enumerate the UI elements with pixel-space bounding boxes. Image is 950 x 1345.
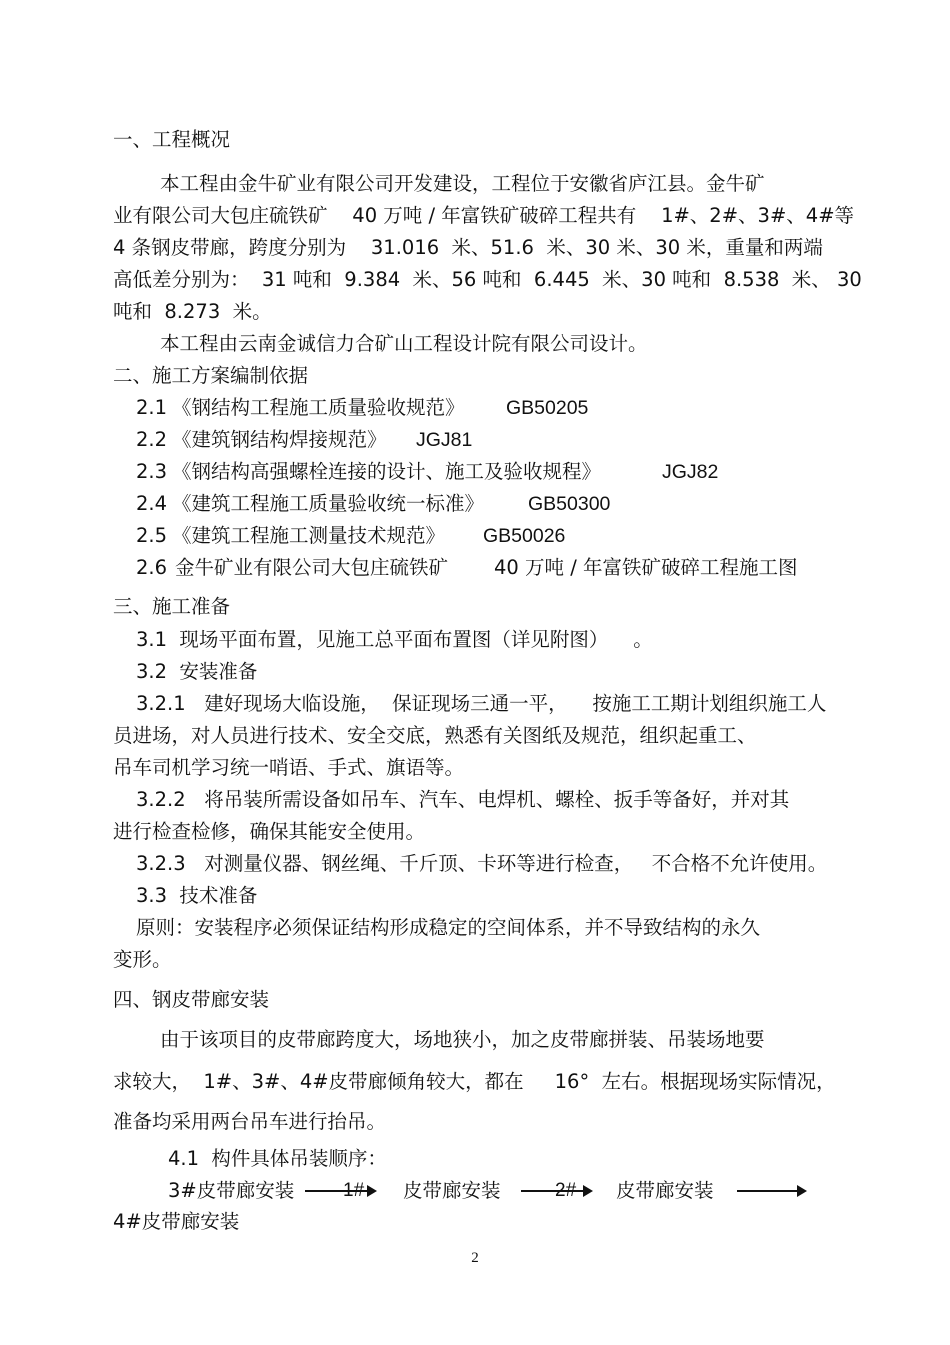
page-number: 2 xyxy=(471,1250,479,1266)
reference-title: 《建筑钢结构焊接规范》 xyxy=(172,428,387,451)
paragraph-line: 3.2.2 将吊装所需设备如吊车、汽车、电焊机、螺栓、扳手等备好，并对其 xyxy=(136,788,790,811)
sequence-arrow xyxy=(305,1178,377,1204)
subsection-heading: 3.3 技术准备 xyxy=(136,884,258,907)
paragraph-line: 求较大， 1#、3#、4#皮带廊倾角较大，都在 16° 左右。根据现场实际情况， xyxy=(113,1070,836,1093)
paragraph-line: 吊车司机学习统一哨语、手式、旗语等。 xyxy=(113,756,465,779)
paragraph-line: 吨和 8.273 米。 xyxy=(113,300,272,323)
reference-number: 2.5 xyxy=(136,524,168,547)
reference-number: 2.1 xyxy=(136,396,168,419)
reference-title: 金牛矿业有限公司大包庄硫铁矿 xyxy=(175,556,449,579)
reference-code: GB50300 xyxy=(528,493,611,515)
reference-number: 2.3 xyxy=(136,460,168,483)
reference-number: 2.4 xyxy=(136,492,168,515)
paragraph-line: 本工程由云南金诚信力合矿山工程设计院有限公司设计。 xyxy=(160,332,648,355)
paragraph-line: 员进场，对人员进行技术、安全交底，熟悉有关图纸及规范，组织起重工、 xyxy=(113,724,757,747)
subsection-heading: 4.1 构件具体吊装顺序： xyxy=(168,1147,387,1170)
reference-title: 《钢结构工程施工质量验收规范》 xyxy=(172,396,465,419)
arrow-head-icon xyxy=(583,1185,593,1197)
sequence-step: 4#皮带廊安装 xyxy=(113,1210,240,1233)
reference-title: 《建筑工程施工测量技术规范》 xyxy=(172,524,446,547)
reference-code: 40 万吨 / 年富铁矿破碎工程施工图 xyxy=(494,556,798,579)
arrow-head-icon xyxy=(367,1185,377,1197)
sequence-step: 皮带廊安装 xyxy=(616,1179,714,1202)
sequence-arrow-label: 1# xyxy=(343,1180,365,1201)
subsection-heading: 3.2 安装准备 xyxy=(136,660,258,683)
sequence-step: 3#皮带廊安装 xyxy=(168,1179,295,1202)
section-4-heading: 四、钢皮带廊安装 xyxy=(113,988,270,1011)
reference-code: GB50026 xyxy=(483,525,566,547)
reference-code: JGJ81 xyxy=(416,429,473,451)
sequence-arrow xyxy=(737,1178,807,1204)
paragraph-line: 3.1 现场平面布置，见施工总平面布置图（详见附图） 。 xyxy=(136,628,653,651)
paragraph-line: 准备均采用两台吊车进行抬吊。 xyxy=(113,1110,387,1133)
sequence-arrow-label: 2# xyxy=(555,1180,577,1201)
paragraph-line: 变形。 xyxy=(113,948,172,971)
paragraph-line: 4 条钢皮带廊，跨度分别为 31.016 米、51.6 米、30 米、30 米，重量和两端 xyxy=(113,236,823,259)
reference-code: GB50205 xyxy=(506,397,589,419)
section-3-heading: 三、施工准备 xyxy=(113,595,231,618)
paragraph-line: 由于该项目的皮带廊跨度大，场地狭小，加之皮带廊拼装、吊装场地要 xyxy=(160,1028,765,1051)
arrow-head-icon xyxy=(797,1185,807,1197)
section-2-heading: 二、施工方案编制依据 xyxy=(113,364,309,387)
paragraph-line: 3.2.1 建好现场大临设施， 保证现场三通一平， 按施工工期计划组织施工人 xyxy=(136,692,827,715)
sequence-arrow xyxy=(521,1178,593,1204)
reference-title: 《建筑工程施工质量验收统一标准》 xyxy=(172,492,485,515)
section-1-heading: 一、工程概况 xyxy=(113,128,231,151)
sequence-step: 皮带廊安装 xyxy=(403,1179,501,1202)
reference-title: 《钢结构高强螺栓连接的设计、施工及验收规程》 xyxy=(172,460,602,483)
paragraph-line: 本工程由金牛矿业有限公司开发建设，工程位于安徽省庐江县。金牛矿 xyxy=(160,172,765,195)
paragraph-line: 原则：安装程序必须保证结构形成稳定的空间体系，并不导致结构的永久 xyxy=(136,916,761,939)
paragraph-line: 3.2.3 对测量仪器、钢丝绳、千斤顶、卡环等进行检查， 不合格不允许使用。 xyxy=(136,852,828,875)
paragraph-line: 业有限公司大包庄硫铁矿 40 万吨 / 年富铁矿破碎工程共有 1#、2#、3#、4#等 xyxy=(113,204,855,227)
reference-number: 2.6 xyxy=(136,556,168,579)
reference-number: 2.2 xyxy=(136,428,168,451)
reference-code: JGJ82 xyxy=(662,461,719,483)
paragraph-line: 高低差分别为： 31 吨和 9.384 米、56 吨和 6.445 米、30 吨和 8.538 米、 30 xyxy=(113,268,862,291)
paragraph-line: 进行检查检修，确保其能安全使用。 xyxy=(113,820,426,843)
